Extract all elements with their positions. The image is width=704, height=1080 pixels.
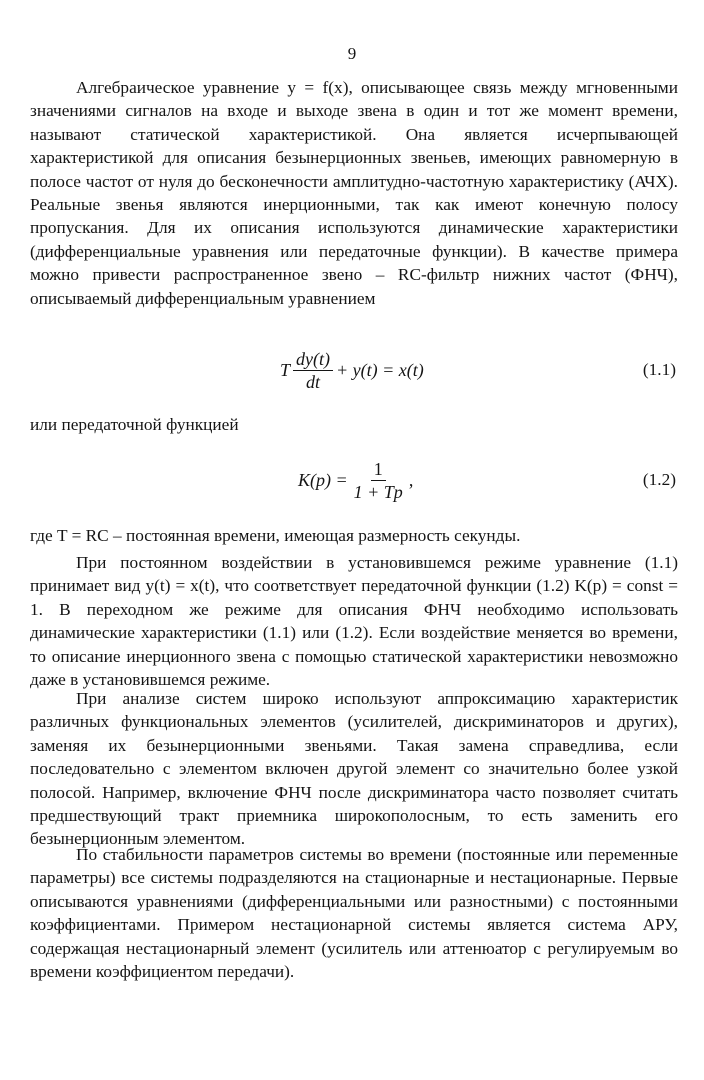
paragraph-transfer-function-intro: или передаточной функцией	[30, 415, 239, 434]
formula-1-2-number: (1.2)	[642, 470, 676, 489]
formula-1-2-tail: ,	[408, 469, 414, 490]
formula-1-2-expression	[298, 450, 413, 510]
formula-1-1-expression	[280, 340, 424, 400]
formula-1-2	[0, 450, 704, 510]
formula-1-1-number: (1.1)	[642, 360, 676, 379]
paragraph-stationarity: По стабильности параметров системы во времени (постоянные или переменные параметры) все системы подразделяются на стационарные и нестационарные. Первые описываются уравнениями (дифференциальными или разностными) с постоянными коэффициентами. Примером нестационарной системы является система АРУ, содержащая нестационарный элемент (усилитель или аттенюатор с регулируемым во времени коэффициентом передачи).	[30, 845, 678, 982]
formula-1-2-denominator: 1 + Tp	[353, 481, 403, 502]
formula-1-1-fraction	[293, 349, 333, 392]
formula-1-1-numerator: dy(t)	[293, 349, 333, 371]
formula-1-1-rest: + y(t) = x(t)	[336, 359, 424, 380]
paragraph-time-constant: где T = RC – постоянная времени, имеющая размерность секунды.	[30, 526, 521, 545]
formula-1-2-fraction	[351, 459, 406, 502]
formula-1-1	[0, 340, 704, 400]
formula-1-1-coef: T	[280, 359, 291, 380]
formula-1-1-denominator: dt	[306, 371, 321, 392]
formula-1-2-numerator: 1	[371, 459, 386, 481]
formula-1-2-lhs: K(p) =	[298, 469, 348, 490]
paragraph-static-characteristic: Алгебраическое уравнение y = f(x), описывающее связь между мгновенными значениями сигналов на входе и выходе звена в один и тот же момент времени, называют статической характеристикой. Она является исчерпывающей характеристикой для описания безынерционных звеньев, имеющих равномерную в полосе частот от нуля до бесконечности амплитудно-частотную характеристику (АЧХ). Реальные звенья являются инерционными, так как имеют конечную полосу пропускания. Для их описания используются динамические характеристики (дифференциальные уравнения или передаточные функции). В качестве примера можно привести распространенное звено – RC-фильтр нижних частот (ФНЧ), описываемый дифференциальным уравнением	[30, 78, 678, 308]
paragraph-approximation: При анализе систем широко используют аппроксимацию характеристик различных функциональных элементов (усилителей, дискриминаторов и других), заменяя их безынерционными звеньями. Такая замена справедлива, если последовательно с элементом включен другой элемент со значительно более узкой полосой. Например, включение ФНЧ после дискриминатора часто позволяет считать предшествующий тракт приемника широкополосным, то есть заменить его безынерционным элементом.	[30, 689, 678, 849]
page-number: 9	[347, 44, 357, 63]
paragraph-steady-state: При постоянном воздействии в установившемся режиме уравнение (1.1) принимает вид y(t) = x(t), что соответствует передаточной функции (1.2) K(p) = const = 1. В переходном же режиме для описания ФНЧ необходимо использовать динамические характеристики (1.1) или (1.2). Если воздействие меняется во времени, то описание инерционного звена с помощью статической характеристики невозможно даже в установившемся режиме.	[30, 553, 678, 690]
